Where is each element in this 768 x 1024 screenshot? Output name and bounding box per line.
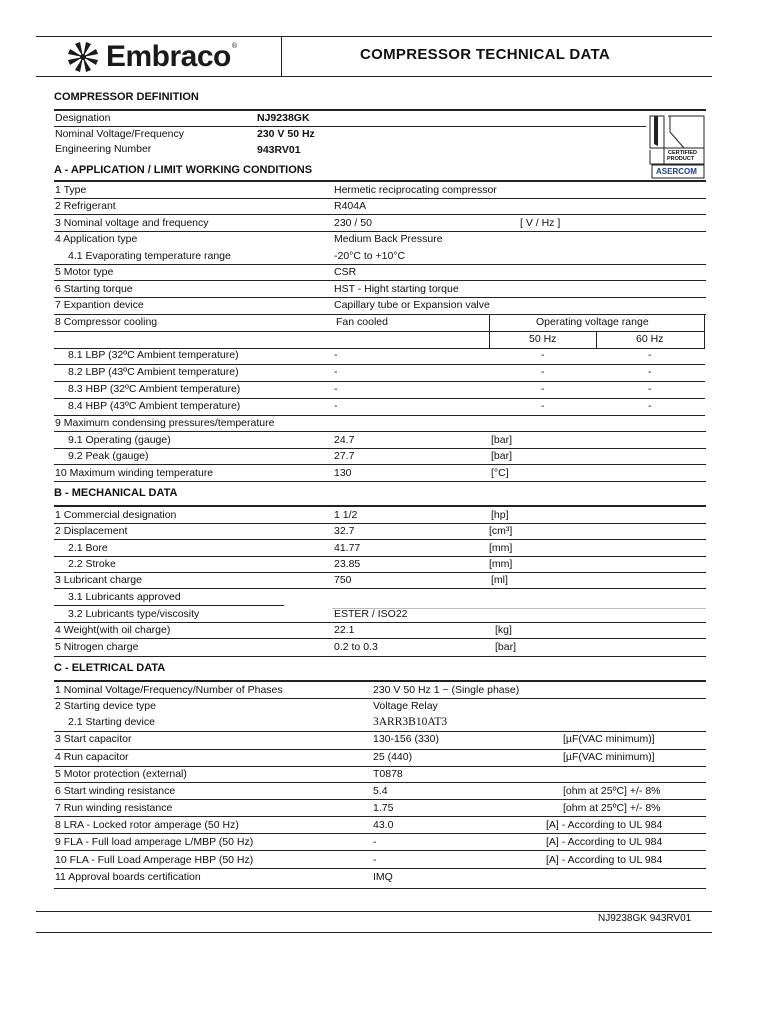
section-c-heading: C - ELETRICAL DATA [54,662,166,674]
a-row-value: Medium Back Pressure [334,233,443,245]
b-row-value: 32.7 [334,525,355,537]
cooling-row-50hz: - [541,383,545,395]
designation-label: Designation [55,112,111,124]
cooling-row-60hz: - [648,383,652,395]
b-row-value: 750 [334,574,352,586]
a-row-label: 9.1 Operating (gauge) [68,434,171,446]
a-row-value: 24.7 [334,434,355,446]
b-row-value: ESTER / ISO22 [334,608,408,620]
b-row-unit: [mm] [489,558,513,570]
a-row-value: Capillary tube or Expansion valve [334,299,490,311]
b-row-unit: [kg] [495,624,512,636]
b-row-unit: [hp] [491,509,509,521]
a-row-value: 230 / 50 [334,217,372,229]
c-row-value: 25 (440) [373,751,413,763]
a-row-label: 7 Expantion device [55,299,144,311]
c-row-label: 6 Start winding resistance [55,785,176,797]
a-row-label: 1 Type [55,184,87,196]
cooling-label: 8 Compressor cooling [55,316,158,328]
c-row-value: 230 V 50 Hz 1 ~ (Single phase) [373,684,520,696]
cooling-row-60hz: - [648,349,652,361]
col-50hz-header: 50 Hz [529,333,557,345]
engineering-number-label: Engineering Number [55,143,152,155]
c-row-unit: [µF(VAC minimum)] [563,751,655,763]
badge-line2: PRODUCT [667,156,695,162]
designation-value: NJ9238GK [257,112,310,124]
c-row-label: 2 Starting device type [55,700,156,712]
c-row-label: 11 Approval boards certification [55,871,201,883]
c-row-value: Voltage Relay [373,700,438,712]
c-row-label: 4 Run capacitor [55,751,129,763]
c-row-unit: [µF(VAC minimum)] [563,733,655,745]
c-row-value: T0878 [373,768,403,780]
c-row-value: - [373,854,377,866]
cooling-row-label: 8.4 HBP (43ºC Ambient temperature) [68,400,241,412]
a-row-value: CSR [334,266,357,278]
cooling-row-value: - [334,349,338,361]
a-row-label: 10 Maximum winding temperature [55,467,214,479]
embraco-logo [66,40,237,74]
b-row-label: 2 Displacement [55,525,128,537]
embraco-logo-icon [66,40,100,74]
c-row-label: 2.1 Starting device [68,716,155,728]
b-row-unit: [ml] [491,574,508,586]
a-row-value: 130 [334,467,352,479]
col-60hz-header: 60 Hz [636,333,664,345]
b-row-value: 1 1/2 [334,509,358,521]
cooling-row-50hz: - [541,366,545,378]
c-row-unit: [ohm at 25ºC] +/- 8% [563,802,661,814]
b-row-label: 3 Lubricant charge [55,574,142,586]
cooling-row-50hz: - [541,400,545,412]
a-row-value: R404A [334,200,367,212]
cooling-row-value: - [334,400,338,412]
c-row-label: 8 LRA - Locked rotor amperage (50 Hz) [55,819,239,831]
b-row-unit: [cm³] [489,525,513,537]
c-row-unit: [A] - According to UL 984 [546,836,663,848]
b-row-value: 41.77 [334,542,361,554]
a-row-label: 4 Application type [55,233,138,245]
c-row-unit: [ohm at 25ºC] +/- 8% [563,785,661,797]
c-row-label: 10 FLA - Full Load Amperage HBP (50 Hz) [55,854,254,866]
a-row-label: 4.1 Evaporating temperature range [68,250,231,262]
c-row-label: 1 Nominal Voltage/Frequency/Number of Phases [55,684,283,696]
b-row-value: 0.2 to 0.3 [334,641,378,653]
c-row-value: 5.4 [373,785,388,797]
a-row-label: 9 Maximum condensing pressures/temperature [55,417,275,429]
cooling-row-value: - [334,383,338,395]
badge-brand: ASERCOM [656,167,697,176]
definition-heading: COMPRESSOR DEFINITION [54,91,199,103]
a-row-label: 3 Nominal voltage and frequency [55,217,209,229]
a-row-label: 9.2 Peak (gauge) [68,450,149,462]
b-row-label: 2.1 Bore [68,542,108,554]
a-row-label: 6 Starting torque [55,283,133,295]
a-row-label: 5 Motor type [55,266,114,278]
cooling-row-label: 8.2 LBP (43ºC Ambient temperature) [68,366,239,378]
c-row-unit: [A] - According to UL 984 [546,819,663,831]
c-row-label: 7 Run winding resistance [55,802,173,814]
cooling-row-value: - [334,366,338,378]
c-row-label: 3 Start capacitor [55,733,132,745]
badge-line1: CERTIFIED [668,150,698,156]
a-row-value: 27.7 [334,450,355,462]
certified-product-badge [648,114,706,180]
document-title: COMPRESSOR TECHNICAL DATA [360,46,611,63]
cooling-value: Fan cooled [336,316,388,328]
b-row-label: 2.2 Stroke [68,558,116,570]
section-b-heading: B - MECHANICAL DATA [54,487,178,499]
footer-document-code: NJ9238GK 943RV01 [598,913,692,924]
c-row-value: 43.0 [373,819,394,831]
b-row-value: 22.1 [334,624,355,636]
a-row-unit: [ V / Hz ] [520,217,561,229]
section-a-heading: A - APPLICATION / LIMIT WORKING CONDITIONS [54,164,313,176]
cooling-row-50hz: - [541,349,545,361]
a-row-value: Hermetic reciprocating compressor [334,184,497,196]
a-row-label: 2 Refrigerant [55,200,116,212]
b-row-label: 3.2 Lubricants type/viscosity [68,608,200,620]
b-row-unit: [bar] [495,641,517,653]
b-row-label: 1 Commercial designation [55,509,177,521]
nominal-voltage-label: Nominal Voltage/Frequency [55,128,184,140]
c-row-unit: [A] - According to UL 984 [546,854,663,866]
b-row-label: 3.1 Lubricants approved [68,591,181,603]
a-row-unit: [bar] [491,434,513,446]
brand-name: Embraco [106,40,231,73]
cooling-row-60hz: - [648,366,652,378]
registered-mark: ® [231,42,238,50]
c-row-value: 1.75 [373,802,394,814]
c-row-value: 130-156 (330) [373,733,439,745]
cooling-row-60hz: - [648,400,652,412]
a-row-value: -20°C to +10°C [334,250,406,262]
c-row-label: 5 Motor protection (external) [55,768,187,780]
cooling-row-label: 8.3 HBP (32ºC Ambient temperature) [68,383,241,395]
b-row-value: 23.85 [334,558,361,570]
c-row-value: IMQ [373,871,393,883]
nominal-voltage-value: 230 V 50 Hz [257,128,315,140]
a-row-unit: [°C] [491,467,509,479]
engineering-number-value: 943RV01 [257,144,301,156]
b-row-label: 5 Nitrogen charge [55,641,139,653]
operating-voltage-range-header: Operating voltage range [536,316,649,328]
cooling-row-label: 8.1 LBP (32ºC Ambient temperature) [68,349,239,361]
a-row-value: HST - Hight starting torque [334,283,459,295]
c-row-value: - [373,836,377,848]
b-row-label: 4 Weight(with oil charge) [55,624,171,636]
a-row-unit: [bar] [491,450,513,462]
c-row-value: 3ARR3B10AT3 [373,716,448,728]
b-row-unit: [mm] [489,542,513,554]
c-row-label: 9 FLA - Full load amperage L/MBP (50 Hz) [55,836,254,848]
